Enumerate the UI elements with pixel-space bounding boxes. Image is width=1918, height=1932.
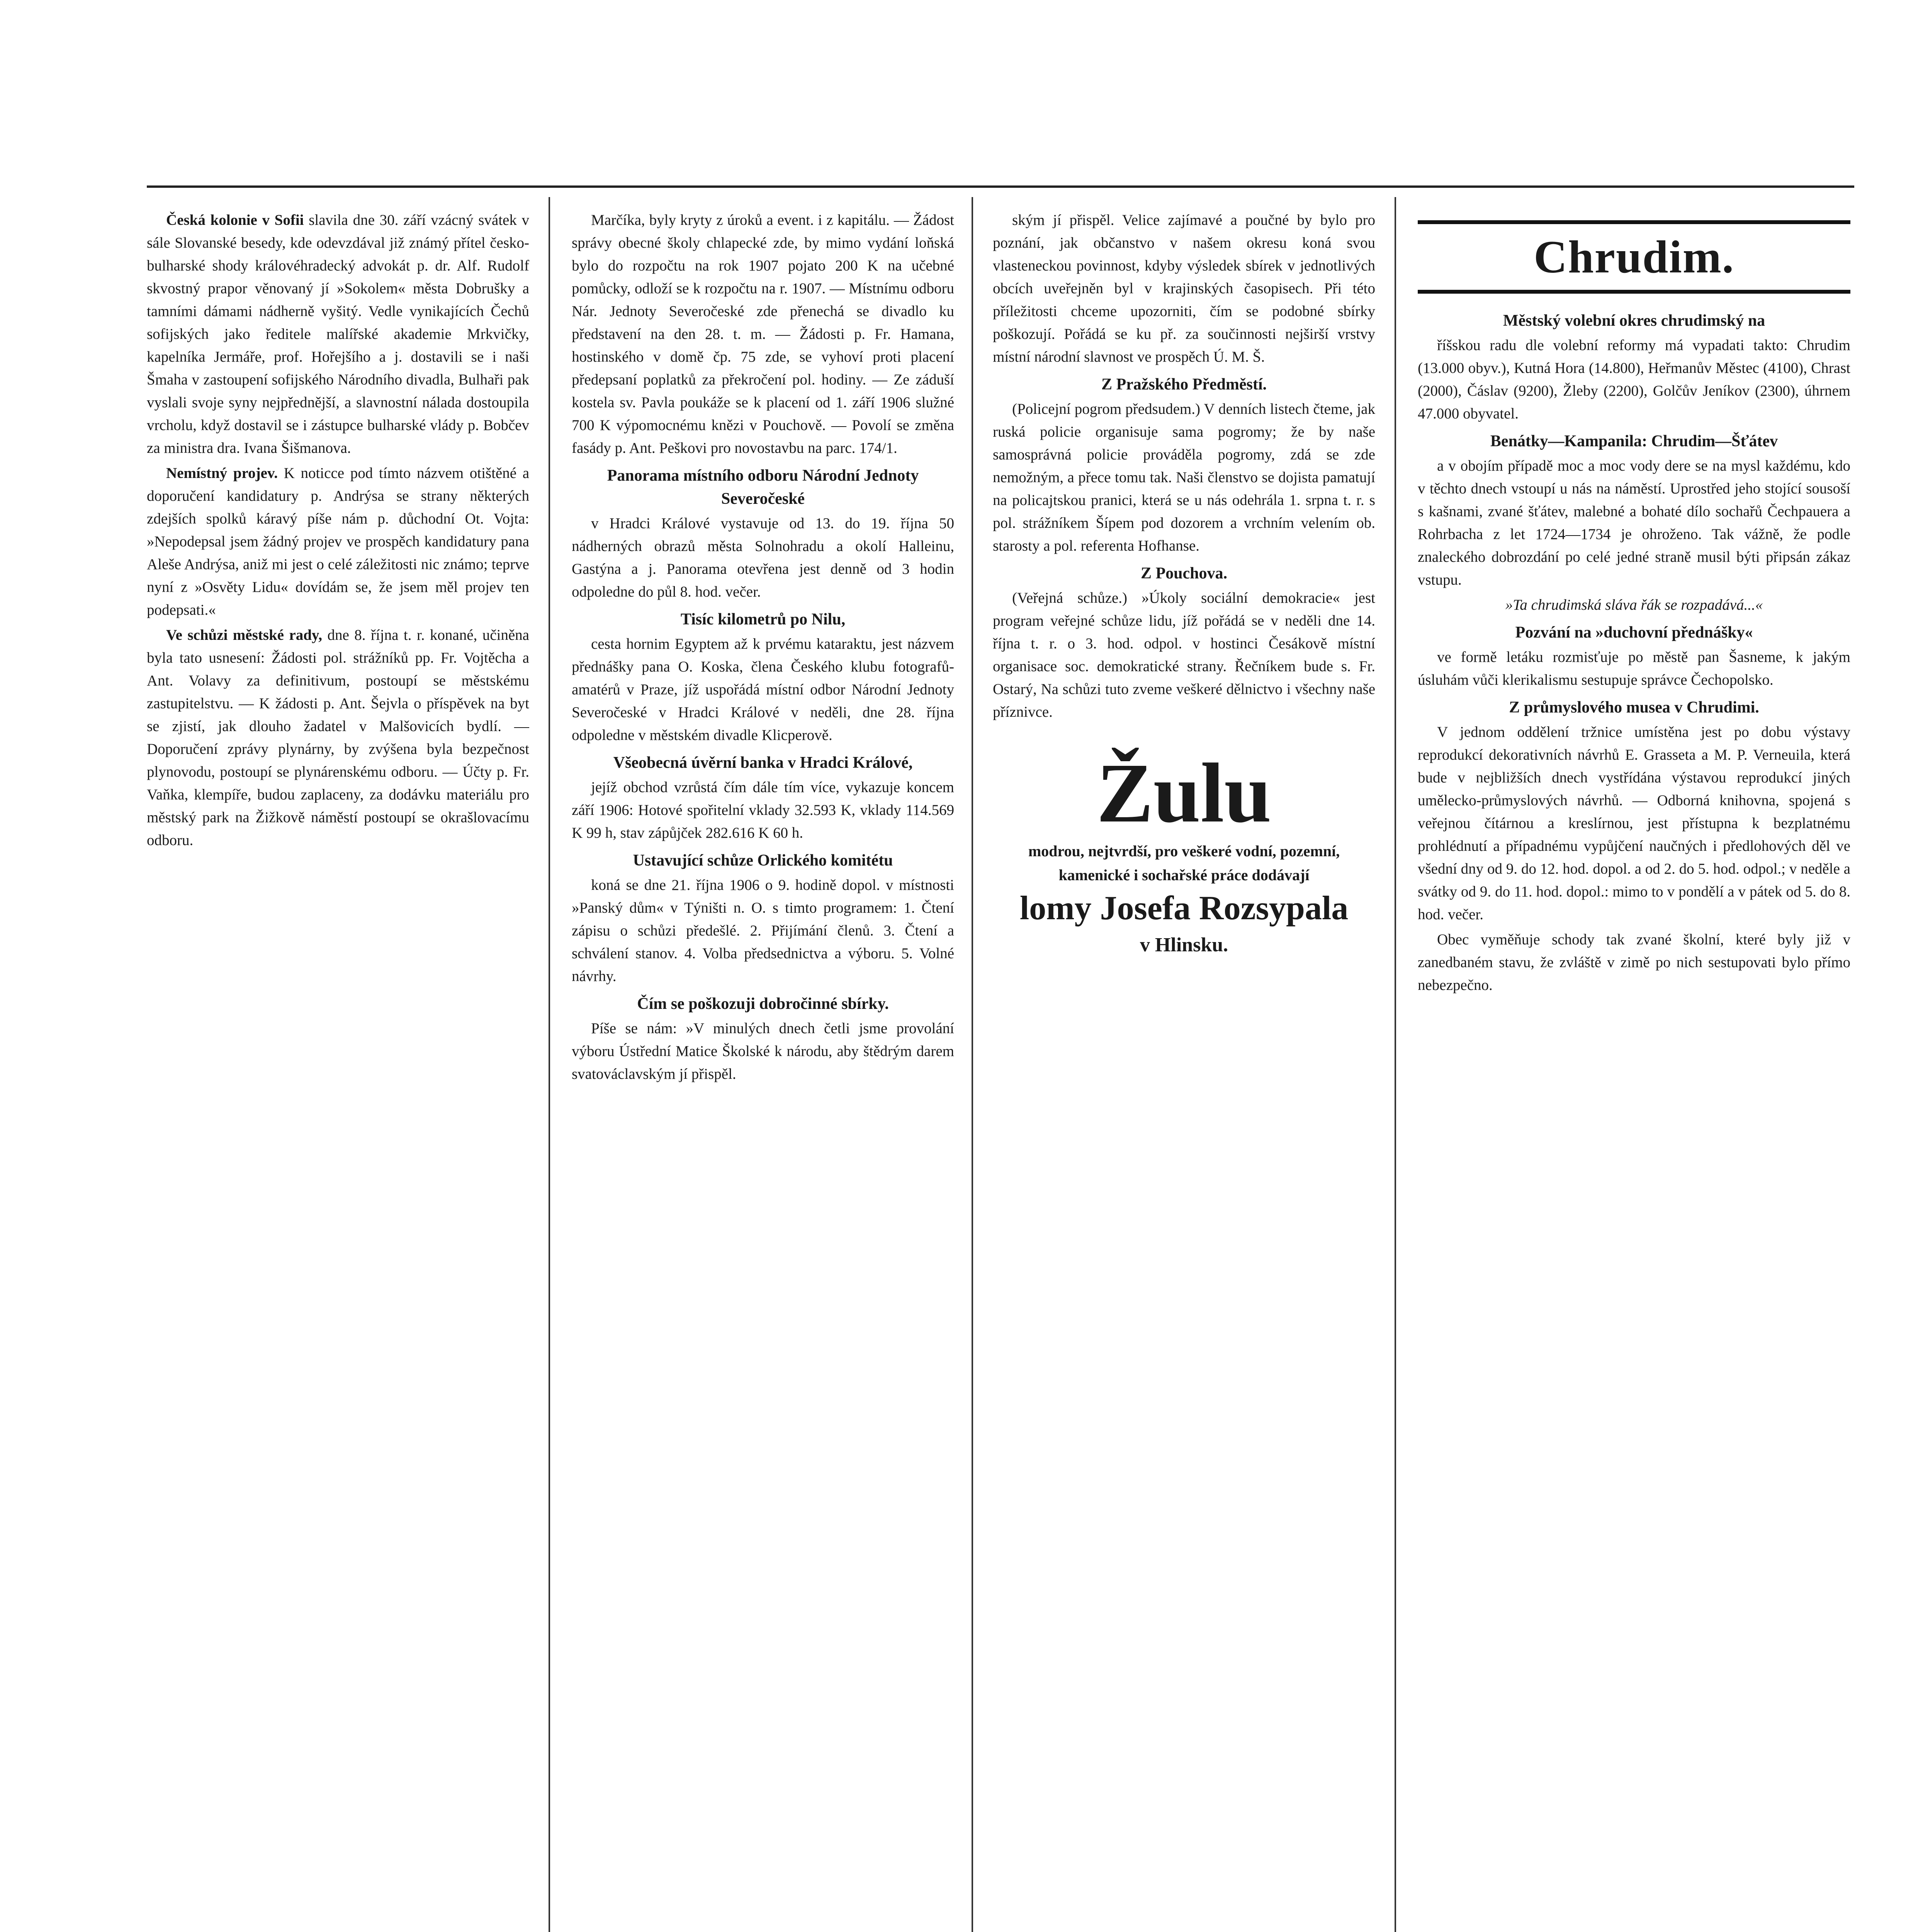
top-rule (147, 185, 1854, 188)
article-lead: Ve schůzi městské rady, (166, 627, 322, 643)
column-3 (993, 209, 1375, 1932)
article-body: ve formě letáku rozmisťuje po městě pan Šasneme, k jakým úsluhám vůči klerikalismu sestupuje správce Čechopolsko. (1418, 649, 1850, 688)
ad-company: lomy Josefa Rozsypala (1019, 889, 1349, 927)
column-divider (549, 197, 550, 1932)
article-body: V jednom oddělení tržnice umístěna jest po dobu výstavy reprodukcí dekorativních návrhů E. Grasseta a M. P. Verneuila, která bude v nejbližších dnech vystřídána výstavou reprodukcí jiných umělecko-průmyslových návrhů. — Odborná knihovna, spojená s veřejnou čítárnou a kreslírnou, jest přístupna k bezplatnému prohlédnutí a případnému vypůjčení naučných i předlohových děl ve všední dny od 9. do 12. hod. dopol. a od 2. do 5. hod. odpol.; v neděle a svátky od 9. do 11. hod. dopol.: mimo to v pondělí a v pátek od 5. do 8. hod. večer. (1418, 724, 1850, 923)
section-heading: Z Pražského Předměstí. (1101, 376, 1267, 393)
newspaper-page (147, 185, 1854, 1932)
article-body: slavila dne 30. září vzácný svátek v sále Slovanské besedy, kde odevzdával již známý přítel česko-bulharské shody královéhradecký advokát p. dr. Alf. Rudolf skvostný prapor věnovaný jí »Sokolem« města Dobrušky a tamními dámami nádherně vyšitý. Vedle vynikajících Čechů sofijských jako ředitele malířské akademie Mrkvičky, kapelníka Jermáře, prof. Hořejšího a j. dostavili se i naši Šmaha v zastoupení sofijského Národního divadla, Bulhaři pak vyslali svoje syny nejpřednější, a slavnostní nálada dostoupila vrcholu, když dostavil se i zástupce bulharské vlády p. Bobčev za ministra dra. Ivana Šišmanova. (147, 212, 529, 456)
column-divider (972, 197, 973, 1932)
column-2 (572, 209, 954, 1932)
article-body: a v obojím případě moc a moc vody dere se na mysl každému, kdo v těchto dnech vstoupí u nás na náměstí. Uprostřed jeho stojící sousoší s kašnami, zvané šťátev, malebné a bohaté dílo sochařů Čechpauera a Rohrbacha z let 1724—1734 je ohroženo. Tak vážně, že podle znaleckého dobrozdání po celé jedné straně musil býti připsán zákaz vstupu. (1418, 457, 1850, 588)
ad-line: kamenické i sochařské práce dodávají (1058, 866, 1310, 884)
advertisement (993, 747, 1375, 961)
section-heading: Z Pouchova. (1140, 565, 1228, 582)
quote: »Ta chrudimská sláva řák se rozpadává...« (1505, 597, 1763, 613)
article-lead: Nemístný projev. (166, 465, 278, 481)
section-heading: Z průmyslového musea v Chrudimi. (1509, 699, 1759, 716)
article-body: Obec vyměňuje schody tak zvané školní, které byly již v zanedbaném stavu, že zvláště v zimě po nich sestupovati bylo přímo nebezpečno. (1418, 931, 1850, 993)
article-body: Píše se nám: »V minulých dnech četli jsme provolání výboru Ústřední Matice Školské k národu, aby štědrým darem svatováclavským jí přispěl. (572, 1020, 954, 1082)
article-rada (147, 624, 529, 852)
article-body: dne 8. října t. r. konané, učiněna byla tato usnesení: Žádosti pol. strážníků pp. Fr. Vojtěcha a Ant. Volavy za definitivum, postoupí se městskému zastupitelstvu. — K žádosti p. Ant. Šejvla o příspěvek na byt se zjistí, jak dlouho žadatel v Malšovicích bydlí. — Doporučení zprávy plynárny, by zvýšena byla bezpečnost plynovodu, postoupí se plynárenskému odboru. — Účty p. Fr. Vaňka, klempíře, budou zaplaceny, za dodávku materiálu pro městský park na Žižkově náměstí postoupí se okrašlovacímu odboru. (147, 627, 529, 849)
article-body: v Hradci Králové vystavuje od 13. do 19. října 50 nádherných obrazů města Solnohradu a okolí Halleinu, Gastýna a j. Panorama otevřena jest denně od 3 hodin odpoledne do půl 8. hod. večer. (572, 515, 954, 600)
article-body: koná se dne 21. října 1906 o 9. hodině dopol. v místnosti »Panský dům« v Týništi n. O. s timto programem: 1. Čtení zápisu o schůzi předešlé. 2. Přijímání členů. 3. Čtení a schválení stanov. 4. Volba předsednictva a výboru. 5. Volné návrhy. (572, 877, 954, 985)
ad-place: v Hlinsku. (1140, 934, 1228, 956)
column-divider (1395, 197, 1396, 1932)
ad-line: modrou, nejtvrdší, pro veškeré vodní, pozemní, (1028, 842, 1340, 860)
article-body: K noticce pod tímto názvem otištěné a doporučení kandidatury p. Andrýsa se strany některých zdejších spolků káravý píše nám p. důchodní Ot. Vojta: »Nepodepsal jsem žádný projev ve prospěch kandidatury pana Aleše Andrýsa, aniž mi jest o celé záležitosti nic známo; teprve nyní z »Osvěty Lidu« dovídám se, že jsem měl projev ten podepsati.« (147, 465, 529, 618)
article-body: jejíž obchod vzrůstá čím dále tím více, vykazuje koncem září 1906: Hotové spořitelní vklady 32.593 K, vklady 114.569 K 99 h, stav zápůjček 282.616 K 60 h. (572, 779, 954, 841)
article-body: (Policejní pogrom předsudem.) V denních listech čteme, jak ruská policie organisuje sama pogromy; že by naše samosprávná policie prováděla pogromy, zdá se zde nemožným, a přece tomu tak. Naši členstvo se dojista pamatují na policajtskou pranici, která se u nás odehrála 1. srpna t. r. s pol. strážníkem Šípem pod dozorem a vrchním velením ob. starosty a pol. referenta Hofhanse. (993, 401, 1375, 554)
section-masthead: Chrudim. (1418, 220, 1850, 294)
section-heading: Pozvání na »duchovní přednášky« (1515, 624, 1753, 641)
column-4 (1418, 209, 1850, 1932)
article-body: ským jí přispěl. Velice zajímavé a poučné by bylo pro poznání, jak občanstvo v našem okresu koná svou vlasteneckou povinnost, kdyby výsledek sbírek v jednotlivých obcích uveřejněn byl v krajinských časopisech. Při této příležitosti chceme upozorniti, čím se podobné sbírky poškozují. Pořádá se ku př. za součinnosti nejširší vrstvy místní národní slavnost ve prospěch Ú. M. Š. (993, 212, 1375, 365)
column-1 (147, 209, 529, 1932)
section-heading: Čím se poškozuji dobročinné sbírky. (637, 995, 889, 1013)
article-body: cesta hornim Egyptem až k prvému kataraktu, jest názvem přednášky pana O. Koska, člena Českého klubu fotografů-amatérů v Praze, jíž uspořádá místní odbor Národní Jednoty Severočeské v Hradci Králové v neděli, dne 28. října odpoledne v městském divadle Klicperově. (572, 636, 954, 743)
section-heading: Tisíc kilometrů po Nilu, (680, 611, 846, 628)
article-body: říšskou radu dle volební reformy má vypadati takto: Chrudim (13.000 obyv.), Kutná Hora (14.800), Heřmanův Městec (4100), Chrast (2000), Čáslav (9200), Žleby (2200), Golčův Jeníkov (2300), úhrnem 47.000 obyvatel. (1418, 337, 1850, 422)
ad-title: Žulu (1096, 746, 1272, 840)
section-heading: Benátky—Kampanila: Chrudim—Šťátev (1490, 432, 1778, 450)
article-sofia (147, 209, 529, 459)
section-heading: Panorama místního odboru Národní Jednoty Severočeské (607, 467, 919, 508)
article-body: (Veřejná schůze.) »Úkoly sociální demokracie« jest program veřejné schůze lidu, jíž pořádá se v neděli dne 14. října t. r. o 3. hod. odpol. v hostinci Česákově místní organisace soc. demokratické strany. Řečníkem bude s. Fr. Ostarý, Na schůzi tuto zveme veškeré dělnictvo i všechny naše příznivce. (993, 590, 1375, 720)
article-lead: Česká kolonie v Sofii (166, 212, 304, 228)
article-body: Marčíka, byly kryty z úroků a event. i z kapitálu. — Žádost správy obecné školy chlapecké zde, by mimo vydání loňská bylo do rozpočtu na rok 1907 pojato 200 K na učebné pomůcky, odloží se k rozpočtu na r. 1907. — Místnímu odboru Nár. Jednoty Severočeské zde přenechá se divadlo ku představení na den 28. t. m. — Žádosti p. Fr. Hamana, hostinského v domě čp. 75 zde, se vyhoví proti placení předepsaní poplatků za překročení pol. hodiny. — Ze záduší kostela sv. Pavla poukáže se k placení od 1. září 1906 služné 700 K výpomocnému knězi v Pouchově. — Povolí se změna fasády p. Ant. Peškovi pro novostavbu na parc. 174/1. (572, 212, 954, 456)
article-projev (147, 462, 529, 621)
section-heading: Městský volební okres chrudimský na (1503, 312, 1765, 330)
section-heading: Ustavující schůze Orlického komitétu (633, 852, 893, 869)
section-heading: Všeobecná úvěrní banka v Hradci Králové, (613, 754, 913, 772)
